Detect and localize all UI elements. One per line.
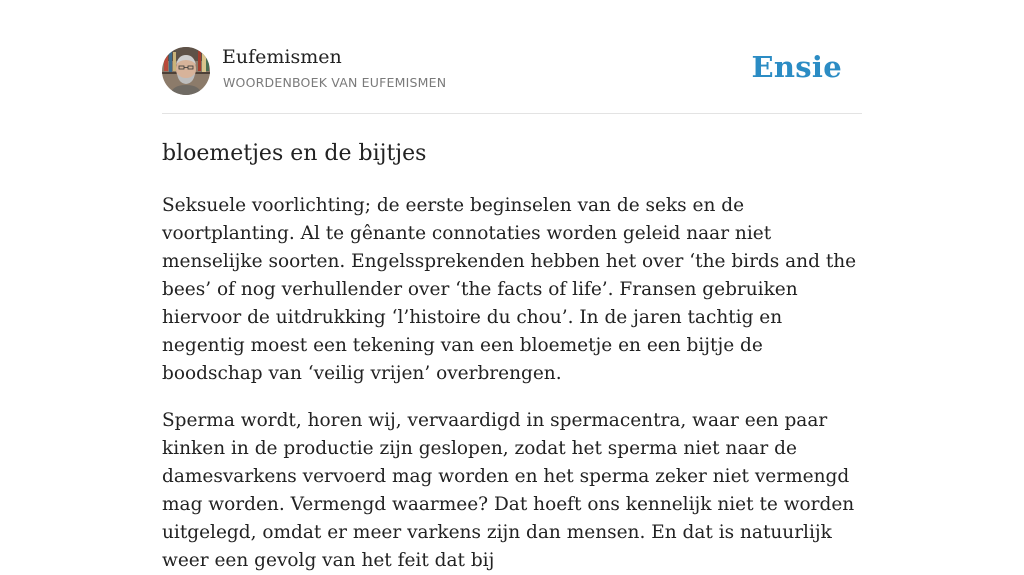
page-content	[162, 0, 862, 575]
header	[162, 0, 862, 114]
ensie-logo[interactable]: Ensie	[751, 50, 842, 84]
entry-title: bloemetjes en de bijtjes	[162, 141, 427, 166]
author-avatar[interactable]	[162, 47, 210, 95]
entry-body	[162, 192, 862, 575]
paragraph: Sperma wordt, horen wij, vervaardigd in spermacentra, waar een paar kinken in de productie zijn geslopen, zodat het sperma niet naar de damesvarkens vervoerd mag worden en het sperma zeker niet vermengd mag worden. Vermengd waarmee? Dat hoeft ons kennelijk niet te worden uitgelegd, omdat er meer varkens zijn dan mensen. En dat is natuurlijk weer een gevolg van het feit dat bij	[162, 410, 855, 571]
paragraph: Seksuele voorlichting; de eerste beginselen van de seks en de voortplanting. Al te gênante connotaties worden geleid naar niet menselijke soorten. Engelssprekenden hebben het over ‘the birds and the bees’ of nog verhullender over ‘the facts of life’. Fransen gebruiken hiervoor de uitdrukking ‘l’histoire du chou’. In de jaren tachtig en negentig moest een tekening van een bloemetje en een bijtje de boodschap van ‘veilig vrijen’ overbrengen.	[162, 195, 857, 384]
author-subtitle[interactable]: WOORDENBOEK VAN EUFEMISMEN	[223, 75, 447, 90]
avatar-photo-icon	[162, 47, 210, 95]
author-name[interactable]: Eufemismen	[222, 46, 342, 68]
